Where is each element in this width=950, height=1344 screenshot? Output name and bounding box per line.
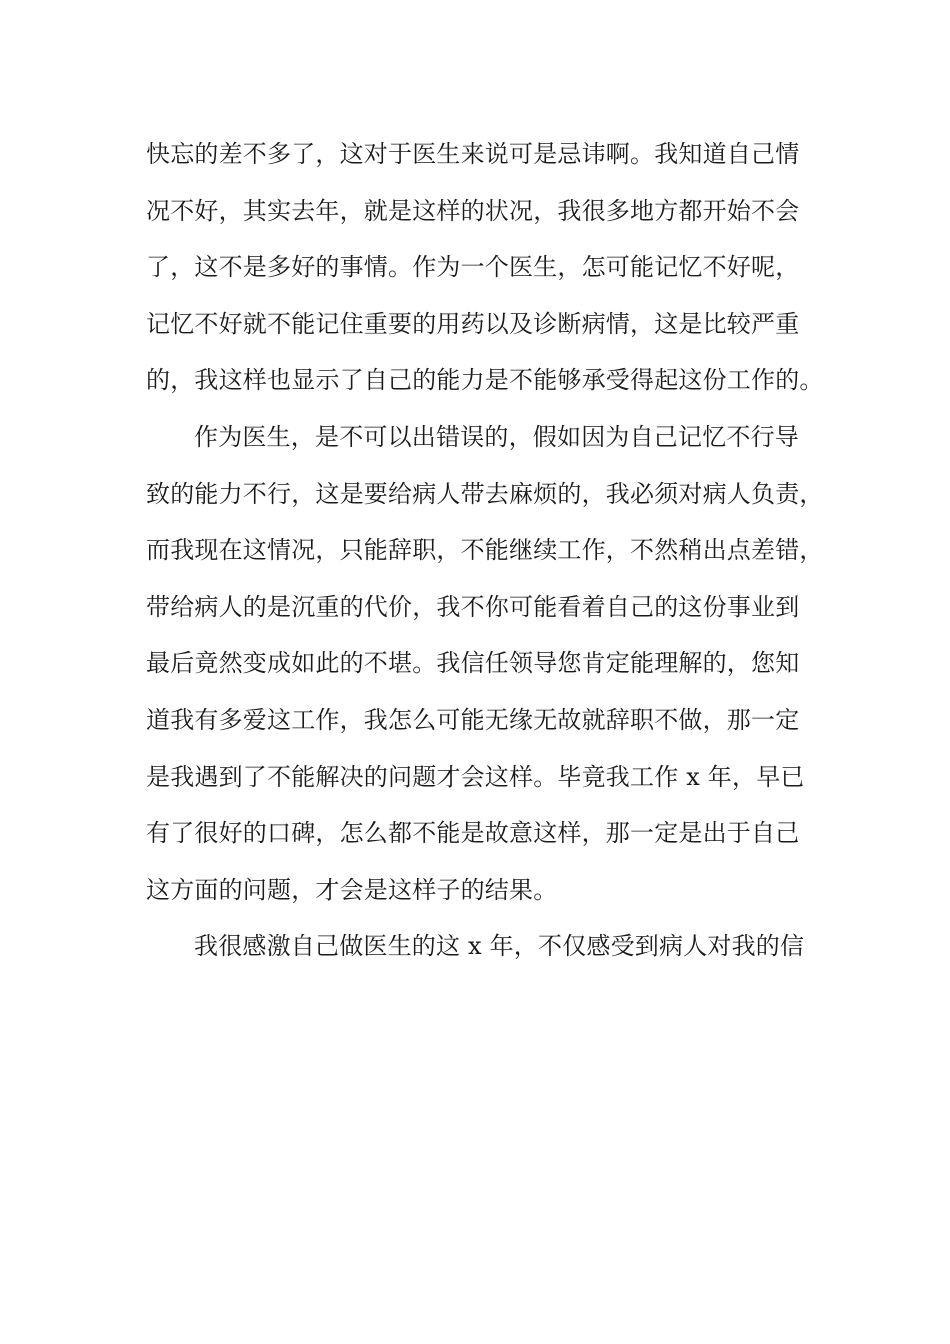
text-line: 况不好，其实去年，就是这样的状况，我很多地方都开始不会 — [146, 196, 800, 225]
paragraph-start-line: 作为医生，是不可以出错误的，假如因为自己记忆不行导 — [194, 422, 799, 451]
text-line: 这方面的问题，才会是这样子的结果。 — [146, 875, 558, 904]
text-line: 带给病人的是沉重的代价，我不你可能看着自己的这份事业到 — [146, 592, 800, 621]
text-line: 记忆不好就不能记住重要的用药以及诊断病情，这是比较严重 — [146, 309, 800, 338]
text-line: 最后竟然变成如此的不堪。我信任领导您肯定能理解的，您知 — [146, 649, 800, 678]
text-line: 的，我这样也显示了自己的能力是不能够承受得起这份工作的。 — [146, 366, 824, 395]
text-line: 是我遇到了不能解决的问题才会这样。毕竟我工作 x 年，早已 — [146, 762, 805, 791]
paragraph-start-line: 我很感激自己做医生的这 x 年，不仅感受到病人对我的信 — [194, 932, 805, 961]
text-line: 致的能力不行，这是要给病人带去麻烦的，我必须对病人负责， — [146, 479, 824, 508]
text-line: 了，这不是多好的事情。作为一个医生，怎可能记忆不好呢， — [146, 253, 800, 282]
text-line: 而我现在这情况，只能辞职，不能继续工作，不然稍出点差错， — [146, 536, 824, 565]
text-line: 道我有多爱这工作，我怎么可能无缘无故就辞职不做，那一定 — [146, 705, 800, 734]
body-text — [146, 126, 826, 975]
text-line: 有了很好的口碑，怎么都不能是故意这样，那一定是出于自己 — [146, 819, 800, 848]
text-line: 快忘的差不多了，这对于医生来说可是忌讳啊。我知道自己情 — [146, 140, 800, 168]
